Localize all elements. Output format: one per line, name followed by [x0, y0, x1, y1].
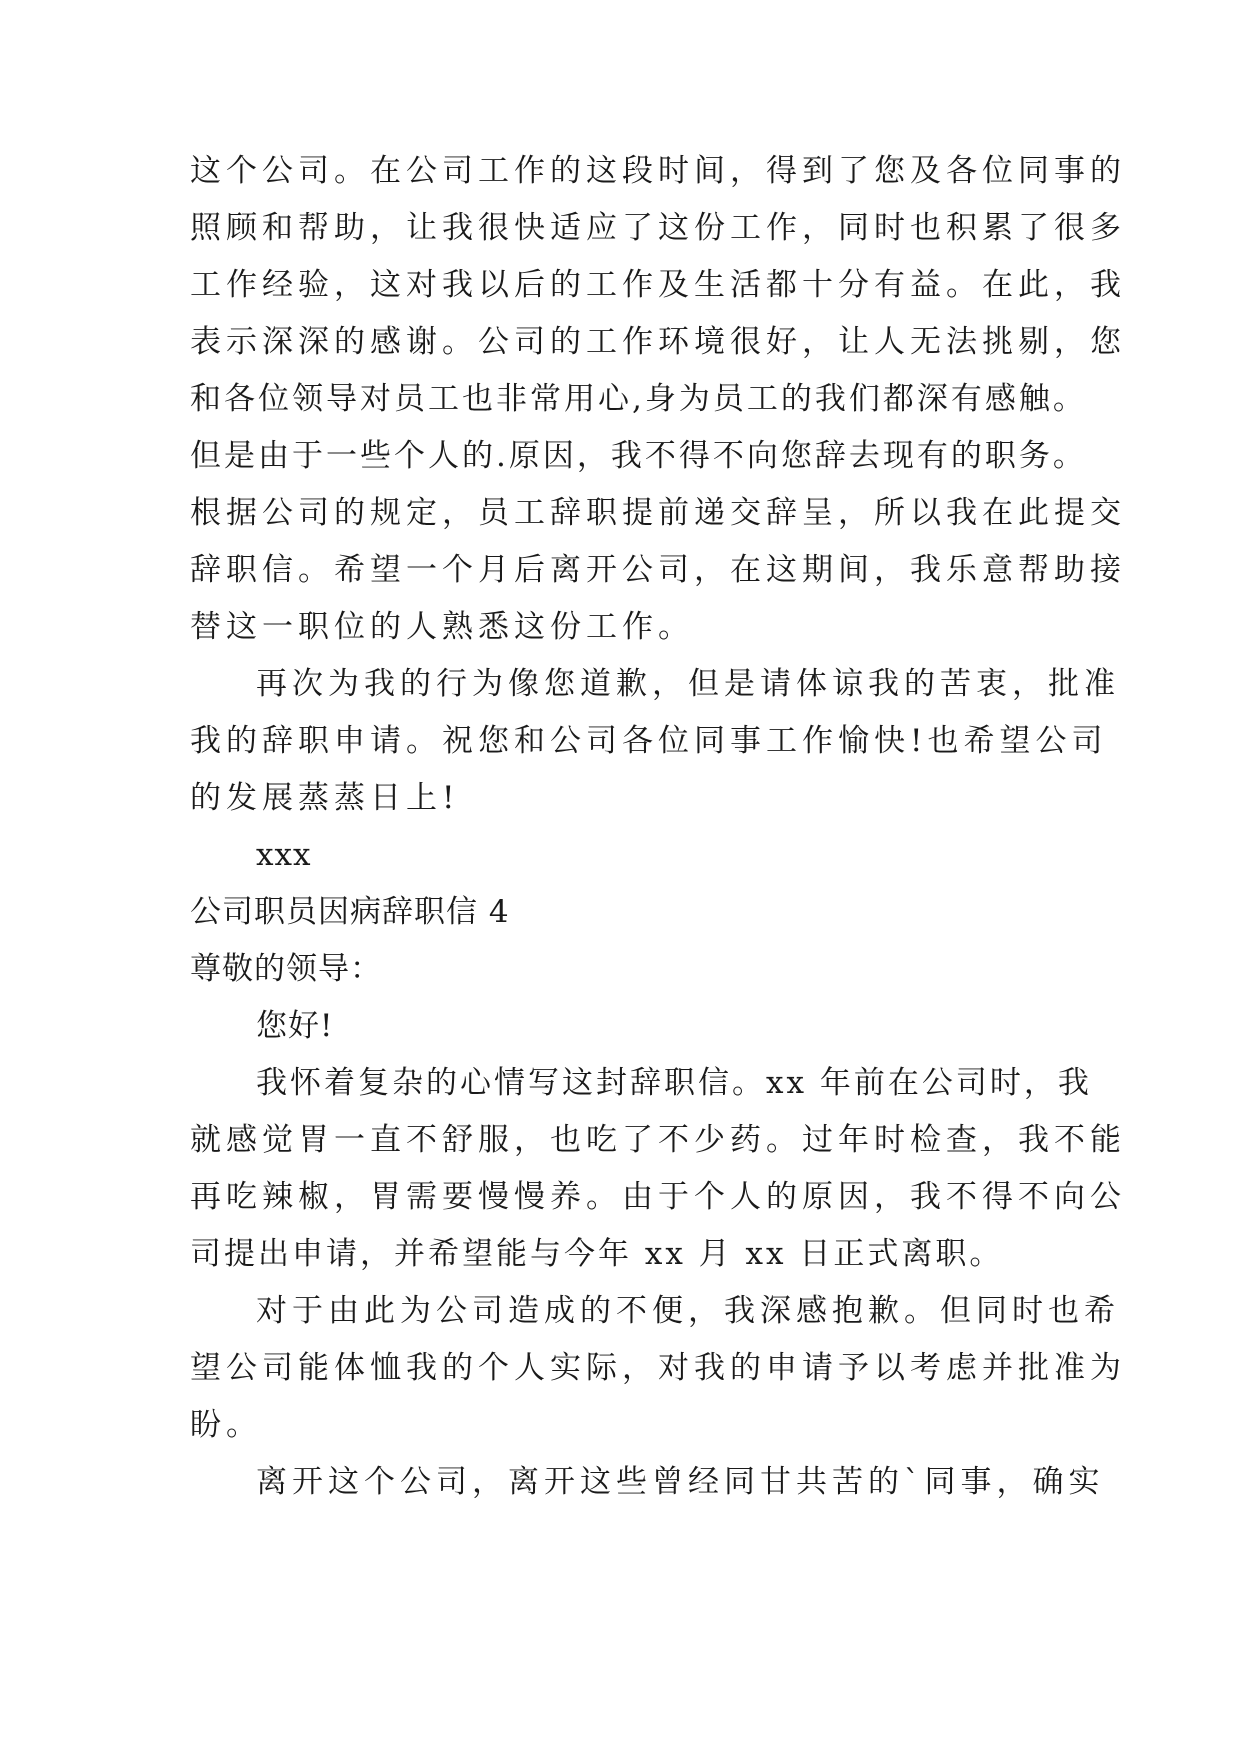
paragraph-line: 辞职信。希望一个月后离开公司，在这期间，我乐意帮助接: [190, 552, 1126, 588]
paragraph-line: 离开这个公司，离开这些曾经同甘共苦的`同事，确实: [256, 1464, 1105, 1500]
paragraph-line: 司提出申请，并希望能与今年 xx 月 xx 日正式离职。: [190, 1236, 1004, 1272]
paragraph-line: 再吃辣椒，胃需要慢慢养。由于个人的原因，我不得不向公: [190, 1179, 1126, 1215]
paragraph-line: 对于由此为公司造成的不便，我深感抱歉。但同时也希: [256, 1293, 1120, 1329]
paragraph-line: 工作经验，这对我以后的工作及生活都十分有益。在此，我: [190, 267, 1126, 303]
section-title: 公司职员因病辞职信 4: [190, 894, 510, 930]
paragraph-line: 就感觉胃一直不舒服，也吃了不少药。过年时检查，我不能: [190, 1122, 1126, 1158]
paragraph-line: 再次为我的行为像您道歉，但是请体谅我的苦衷，批准: [256, 666, 1120, 702]
paragraph-line: 这个公司。在公司工作的这段时间，得到了您及各位同事的: [190, 153, 1126, 189]
paragraph-line: 替这一职位的人熟悉这份工作。: [190, 609, 694, 645]
paragraph-line: 但是由于一些个人的.原因，我不得不向您辞去现有的职务。: [190, 438, 1087, 474]
paragraph-line: 望公司能体恤我的个人实际，对我的申请予以考虑并批准为: [190, 1350, 1126, 1386]
signature: xxx: [256, 837, 312, 873]
salutation: 尊敬的领导：: [190, 951, 382, 987]
paragraph-line: 表示深深的感谢。公司的工作环境很好，让人无法挑剔，您: [190, 324, 1126, 360]
greeting: 您好!: [256, 1008, 334, 1044]
paragraph-line: 和各位领导对员工也非常用心,身为员工的我们都深有感触。: [190, 381, 1087, 417]
paragraph-line: 我的辞职申请。祝您和公司各位同事工作愉快!也希望公司: [190, 723, 1108, 759]
paragraph-line: 盼。: [190, 1407, 262, 1443]
paragraph-line: 我怀着复杂的心情写这封辞职信。xx 年前在公司时，我: [256, 1065, 1092, 1101]
paragraph-line: 的发展蒸蒸日上!: [190, 780, 460, 816]
paragraph-line: 根据公司的规定，员工辞职提前递交辞呈，所以我在此提交: [190, 495, 1126, 531]
paragraph-line: 照顾和帮助，让我很快适应了这份工作，同时也积累了很多: [190, 210, 1126, 246]
